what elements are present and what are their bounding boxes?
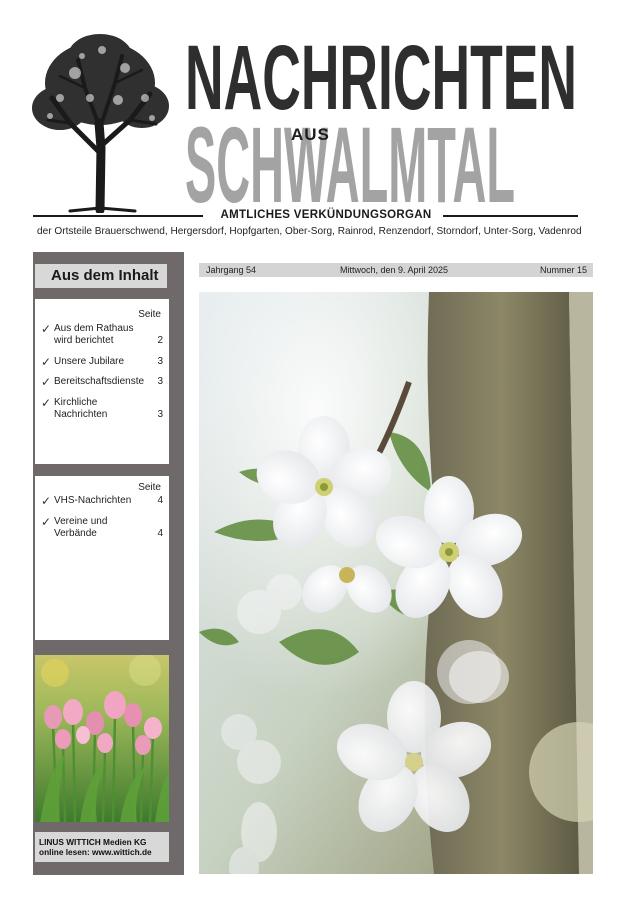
checkmark-icon: ✓ [41, 515, 52, 529]
issue-date: Mittwoch, den 9. April 2025 [340, 265, 449, 275]
svg-text:SCHWALMTAL: SCHWALMTAL [185, 112, 515, 208]
organ-line [33, 209, 578, 223]
toc-item-page: 3 [157, 356, 163, 367]
toc-item-page: 4 [157, 528, 163, 539]
seite-label: Seite [138, 309, 161, 320]
svg-text:NACHRICHTEN: NACHRICHTEN [185, 34, 577, 114]
title-aus: AUS [291, 125, 330, 144]
toc-item-label: Unsere Jubilare [54, 356, 125, 367]
toc-item-label: Kirchliche Nachrichten [54, 397, 108, 420]
tulip-photo [35, 655, 169, 822]
toc-item-label: Bereitschaftsdienste [54, 376, 145, 387]
title-nachrichten [185, 34, 577, 114]
masthead [0, 0, 625, 245]
toc-box [35, 476, 169, 640]
divider [443, 215, 578, 217]
checkmark-icon: ✓ [41, 355, 52, 369]
contents-sidebar [33, 252, 184, 875]
checkmark-icon: ✓ [41, 396, 52, 410]
checkmark-icon: ✓ [41, 322, 52, 336]
tree-logo-icon [30, 28, 170, 213]
seite-label: Seite [138, 482, 161, 493]
toc-item-page: 4 [157, 495, 163, 506]
organ-label: AMTLICHES VERKÜNDUNGSORGAN [220, 209, 432, 221]
publisher-url[interactable]: online lesen: www.wittich.de [39, 847, 152, 857]
publisher-name: LINUS WITTICH Medien KG [39, 837, 147, 847]
checkmark-icon: ✓ [41, 494, 52, 508]
issue-volume: Jahrgang 54 [206, 265, 257, 275]
toc-item-page: 2 [157, 335, 163, 346]
contents-title: Aus dem Inhalt [35, 264, 167, 288]
toc-item-label: VHS-Nachrichten [54, 495, 132, 506]
issue-info-bar [199, 263, 593, 277]
toc-item-label: Aus dem Rathaus wird berichtet [54, 323, 134, 346]
checkmark-icon: ✓ [41, 375, 52, 389]
title-schwalmtal [185, 112, 515, 208]
toc-item-page: 3 [157, 376, 163, 387]
toc-item-label: Vereine und Verbände [54, 516, 108, 539]
districts-line: der Ortsteile Brauerschwend, Hergersdorf, Hopfgarten, Ober-Sorg, Rainrod, Renzendorf, Storndorf, Unter-Sorg, Vadenrod [37, 226, 582, 237]
toc-box [35, 299, 169, 464]
cover-photo-apple-blossom [199, 292, 593, 874]
toc-item-page: 3 [157, 409, 163, 420]
divider [33, 215, 203, 217]
publisher-box [35, 832, 169, 862]
issue-number: Nummer 15 [539, 265, 587, 275]
